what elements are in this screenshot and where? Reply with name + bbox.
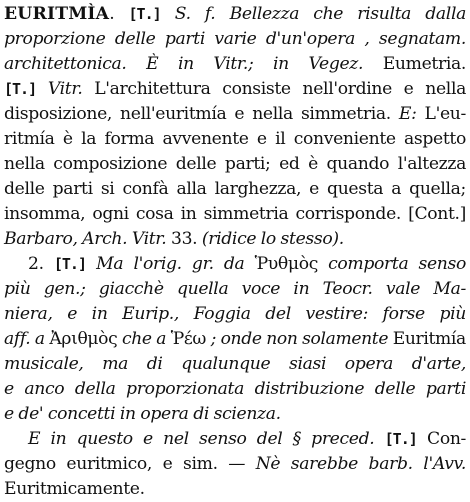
italic-text: E in questo e nel senso del § preced. — [28, 429, 375, 449]
text-line — [4, 152, 466, 177]
text-segment: disposizione, nell'euritmía e nella simmetria. — [4, 104, 391, 124]
text-segment: Ῥυθμὸς — [244, 254, 329, 274]
text-line — [4, 27, 466, 52]
source-tag: [T.] — [53, 255, 86, 273]
italic-text: Barbaro, Arch. Vitr. — [4, 229, 167, 249]
text-segment: Eumetria. — [363, 54, 466, 74]
text-line — [4, 377, 466, 402]
italic-text: E: — [390, 104, 417, 124]
italic-text: e anco della proporzionata distribuzione delle parti — [4, 379, 466, 399]
italic-text: (ridice lo stesso). — [197, 229, 344, 249]
text-line — [4, 277, 466, 302]
italic-text: proporzione delle parti varie d'un'opera , segnatam. — [4, 29, 466, 49]
text-line — [4, 102, 466, 127]
text-line — [4, 402, 466, 427]
italic-text: Ma l'orig. gr. da — [86, 254, 245, 274]
text-line — [4, 2, 466, 27]
italic-text: Vitr. — [36, 79, 83, 99]
text-line — [4, 52, 466, 77]
text-segment: Euritmía — [388, 329, 466, 349]
text-line — [4, 327, 464, 352]
italic-text: architettonica. È in Vitr.; in Vegez. — [4, 54, 364, 74]
text-segment: 33. — [166, 229, 198, 249]
text-segment: L'eu- — [416, 104, 466, 124]
italic-text: — Nè sarebbe barb. l'Avv. — [217, 454, 466, 474]
source-tag: [T.] — [4, 80, 37, 98]
text-line — [4, 177, 466, 202]
text-segment: 2. — [28, 254, 54, 274]
italic-text: che a — [121, 329, 167, 349]
italic-text: ; onde non solamente — [210, 329, 389, 349]
text-line — [4, 452, 466, 477]
text-line — [4, 477, 466, 502]
text-segment: delle parti si confà alla larghezza, e questa a quella; — [4, 179, 466, 199]
text-segment: gegno euritmico, e sim. — [4, 454, 218, 474]
text-segment: . — [109, 4, 129, 24]
text-segment: Euritmicamente. — [4, 479, 145, 499]
text-line — [4, 352, 466, 377]
text-line — [4, 202, 466, 227]
source-tag: [T.] — [384, 430, 417, 448]
text-line — [4, 127, 466, 152]
text-segment — [374, 429, 384, 449]
text-segment: ritmía è la forma avvenente e il conveniente aspetto — [4, 129, 466, 149]
source-tag: [T.] — [128, 5, 161, 23]
text-segment: Ἀριθμὸς — [44, 329, 122, 349]
text-segment: nella composizione delle parti; ed è quando l'altezza — [4, 154, 466, 174]
text-line — [4, 77, 466, 102]
text-line — [4, 227, 466, 252]
text-segment: L'architettura consiste nell'ordine e nella — [82, 79, 466, 99]
text-line — [4, 252, 466, 277]
dictionary-entry-euritmia — [4, 2, 466, 502]
text-segment: Ῥέω — [166, 329, 211, 349]
italic-text: musicale, ma di qualunque siasi opera d'arte, — [4, 354, 466, 374]
text-segment: Con- — [416, 429, 466, 449]
italic-text: niera, e in Eurip., Foggia del vestire: forse più — [4, 304, 466, 324]
italic-text: comporta senso — [328, 254, 466, 274]
italic-text: più gen.; giacchè quella voce in Teocr. vale Ma- — [4, 279, 466, 299]
italic-text: e de' concetti in opera di scienza. — [4, 404, 281, 424]
text-segment: insomma, ogni cosa in simmetria corrisponde. [Cont.] — [4, 204, 466, 224]
text-line — [4, 427, 466, 452]
italic-text: S. f. Bellezza che risulta dalla — [160, 4, 466, 24]
text-line — [4, 302, 466, 327]
headword: EURITMÌA — [4, 4, 110, 24]
italic-text: aff. a — [4, 329, 45, 349]
